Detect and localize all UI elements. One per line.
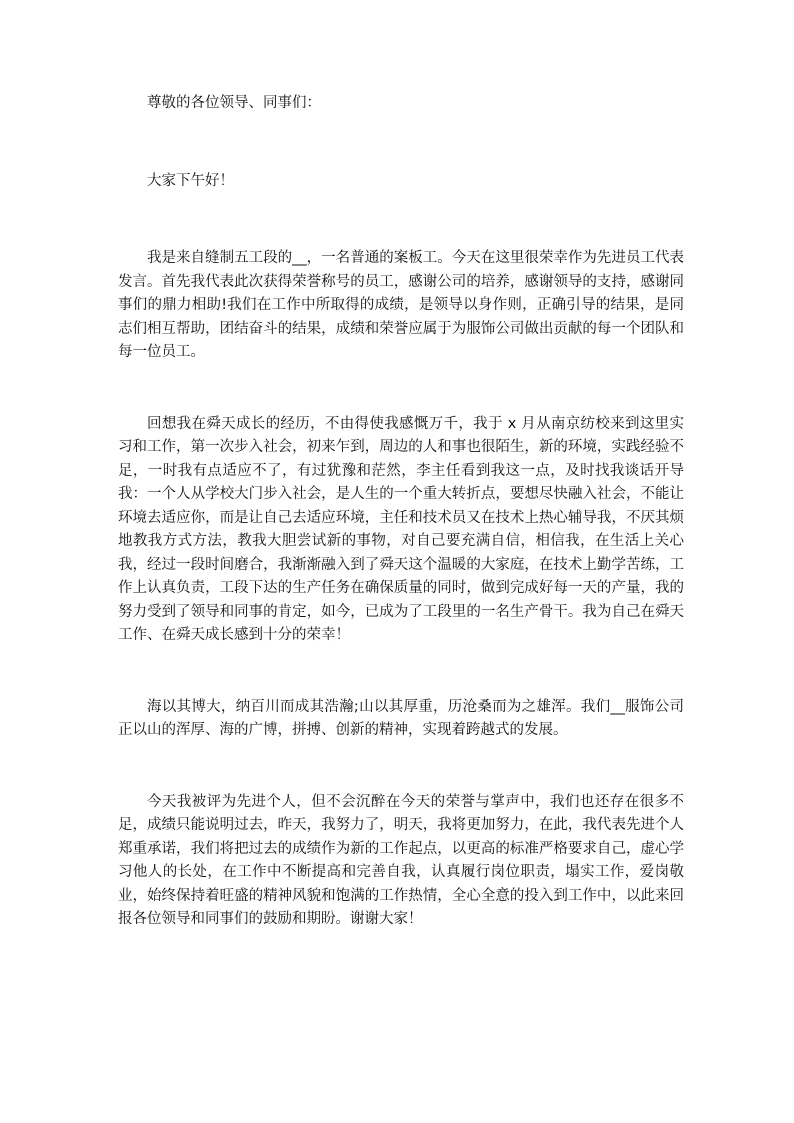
body-paragraph-3: 海以其博大，纳百川而成其浩瀚;山以其厚重，历沧桑而为之雄浑。我们__服饰公司正以山的浑厚、海的广博，拼搏、创新的精神，实现着跨越式的发展。	[118, 698, 684, 738]
paragraph-gap	[118, 116, 684, 170]
body-paragraph-4: 今天我被评为先进个人，但不会沉醉在今天的荣誉与掌声中，我们也还存在很多不足，成绩只能说明过去，昨天，我努力了，明天，我将更加努力，在此，我代表先进个人郑重承诺，我们将把过去的成绩作为新的工作起点，以更高的标准严格要求自己，虚心学习他人的长处，在工作中不断提高和完善自我，认真履行岗位职责，塌实工作，爱岗敬业，始终保持着旺盛的精神风貌和饱满的工作热情，全心全意的投入到工作中，以此来回报各位领导和同事们的鼓励和期盼。谢谢大家！	[118, 793, 684, 927]
body-paragraph-2: 回想我在舜天成长的经历，不由得使我感慨万千，我于 x 月从南京纺校来到这里实习和工作，第一次步入社会，初来乍到，周边的人和事也很陌生，新的环境，实践经验不足，一时我有点适应不了，有过犹豫和茫然，李主任看到我这一点，及时找我谈话开导我：一个人从学校大门步入社会，是人生的一个重大转折点，要想尽快融入社会，不能让环境去适应你，而是让自己去适应环境，主任和技术员又在技术上热心辅导我，不厌其烦地教我方式方法，教我大胆尝试新的事物，对自己要充满自信，相信我，在生活上关心我，经过一段时间磨合，我渐渐融入到了舜天这个温暖的大家庭，在技术上勤学苦练，工作上认真负责，工段下达的生产任务在确保质量的同时，做到完成好每一天的产量，我的努力受到了领导和同事的肯定，如今，已成为了工段里的一名生产骨干。我为自己在舜天工作、在舜天成长感到十分的荣幸！	[118, 415, 684, 643]
document-page	[118, 92, 684, 932]
paragraph-gap	[118, 743, 684, 791]
paragraph-gap	[118, 365, 684, 413]
greeting: 大家下午好！	[147, 172, 234, 189]
body-paragraph-1: 我是来自缝制五工段的__，一名普通的案板工。今天在这里很荣幸作为先进员工代表发言。首先我代表此次获得荣誉称号的员工，感谢公司的培养，感谢领导的支持，感谢同事们的鼎力相助!我们在工作中所取得的成绩，是领导以身作则，正确引导的结果，是同志们相互帮助，团结奋斗的结果，成绩和荣誉应属于为服饰公司做出贡献的每一个团队和每一位员工。	[118, 250, 684, 360]
paragraph-gap	[118, 648, 684, 696]
paragraph-gap	[118, 193, 684, 247]
salutation: 尊敬的各位领导、同事们：	[147, 95, 321, 111]
